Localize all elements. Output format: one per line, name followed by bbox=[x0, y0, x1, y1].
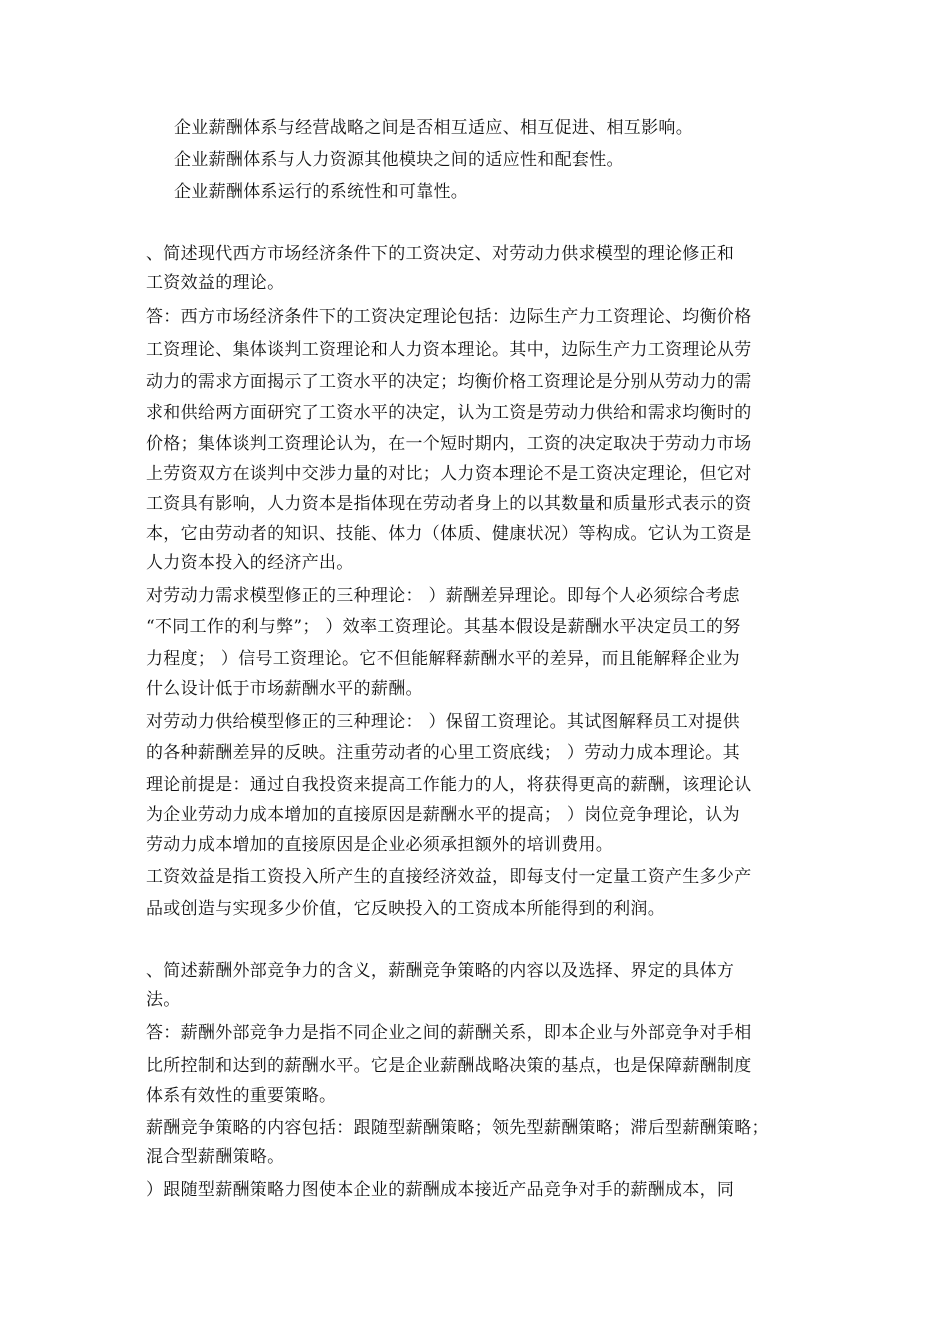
text-line: 动力的需求方面揭示了工资水平的决定；均衡价格工资理论是分别从劳动力的需 bbox=[146, 372, 752, 392]
text-line: 企业薪酬体系与经营战略之间是否相互适应、相互促进、相互影响。 bbox=[174, 118, 693, 138]
text-line: 的各种薪酬差异的反映。注重劳动者的心里工资底线； ）劳动力成本理论。其 bbox=[146, 743, 740, 763]
text-line: 体系有效性的重要策略。 bbox=[146, 1086, 337, 1106]
text-line: 力程度； ）信号工资理论。它不但能解释薪酬水平的差异，而且能解释企业为 bbox=[146, 649, 740, 669]
text-line: 工资具有影响，人力资本是指体现在劳动者身上的以其数量和质量形式表示的资 bbox=[146, 494, 752, 514]
text-line: 品或创造与实现多少价值，它反映投入的工资成本所能得到的利润。 bbox=[146, 899, 665, 919]
text-line: 工资理论、集体谈判工资理论和人力资本理论。其中，边际生产力工资理论从劳 bbox=[146, 340, 752, 360]
text-line: 上劳资双方在谈判中交涉力量的对比；人力资本理论不是工资决定理论，但它对 bbox=[146, 464, 752, 484]
text-line: 混合型薪酬策略。 bbox=[146, 1147, 285, 1167]
text-line: 比所控制和达到的薪酬水平。它是企业薪酬战略决策的基点，也是保障薪酬制度 bbox=[146, 1056, 752, 1076]
question-heading: 、简述薪酬外部竞争力的含义，薪酬竞争策略的内容以及选择、界定的具体方 bbox=[146, 961, 735, 981]
text-line: 对劳动力需求模型修正的三种理论： ）薪酬差异理论。即每个人必须综合考虑 bbox=[146, 586, 740, 606]
question-heading: 法。 bbox=[146, 990, 181, 1010]
text-line: 企业薪酬体系与人力资源其他模块之间的适应性和配套性。 bbox=[174, 150, 624, 170]
text-line: 什么设计低于市场薪酬水平的薪酬。 bbox=[146, 679, 423, 699]
question-heading: 、简述现代西方市场经济条件下的工资决定、对劳动力供求模型的理论修正和 bbox=[146, 244, 735, 264]
text-line: 薪酬竞争策略的内容包括：跟随型薪酬策略；领先型薪酬策略；滞后型薪酬策略； bbox=[146, 1118, 769, 1138]
question-heading: 工资效益的理论。 bbox=[146, 273, 285, 293]
text-line: ）跟随型薪酬策略力图使本企业的薪酬成本接近产品竞争对手的薪酬成本，同 bbox=[146, 1180, 735, 1200]
text-line: “不同工作的利与弊”； ）效率工资理论。其基本假设是薪酬水平决定员工的努 bbox=[146, 617, 741, 637]
text-line: 答：西方市场经济条件下的工资决定理论包括：边际生产力工资理论、均衡价格 bbox=[146, 307, 752, 327]
text-line: 劳动力成本增加的直接原因是企业必须承担额外的培训费用。 bbox=[146, 835, 614, 855]
text-line: 本，它由劳动者的知识、技能、体力（体质、健康状况）等构成。它认为工资是 bbox=[146, 524, 752, 544]
text-line: 企业薪酬体系运行的系统性和可靠性。 bbox=[174, 182, 469, 202]
text-line: 人力资本投入的经济产出。 bbox=[146, 553, 354, 573]
text-line: 答：薪酬外部竞争力是指不同企业之间的薪酬关系，即本企业与外部竞争对手相 bbox=[146, 1023, 752, 1043]
text-line: 为企业劳动力成本增加的直接原因是薪酬水平的提高； ）岗位竞争理论，认为 bbox=[146, 805, 740, 825]
text-line: 求和供给两方面研究了工资水平的决定，认为工资是劳动力供给和需求均衡时的 bbox=[146, 403, 752, 423]
text-line: 对劳动力供给模型修正的三种理论： ）保留工资理论。其试图解释员工对提供 bbox=[146, 712, 740, 732]
text-line: 理论前提是：通过自我投资来提高工作能力的人，将获得更高的薪酬，该理论认 bbox=[146, 775, 752, 795]
text-line: 价格；集体谈判工资理论认为，在一个短时期内，工资的决定取决于劳动力市场 bbox=[146, 434, 752, 454]
text-line: 工资效益是指工资投入所产生的直接经济效益，即每支付一定量工资产生多少产 bbox=[146, 867, 752, 887]
